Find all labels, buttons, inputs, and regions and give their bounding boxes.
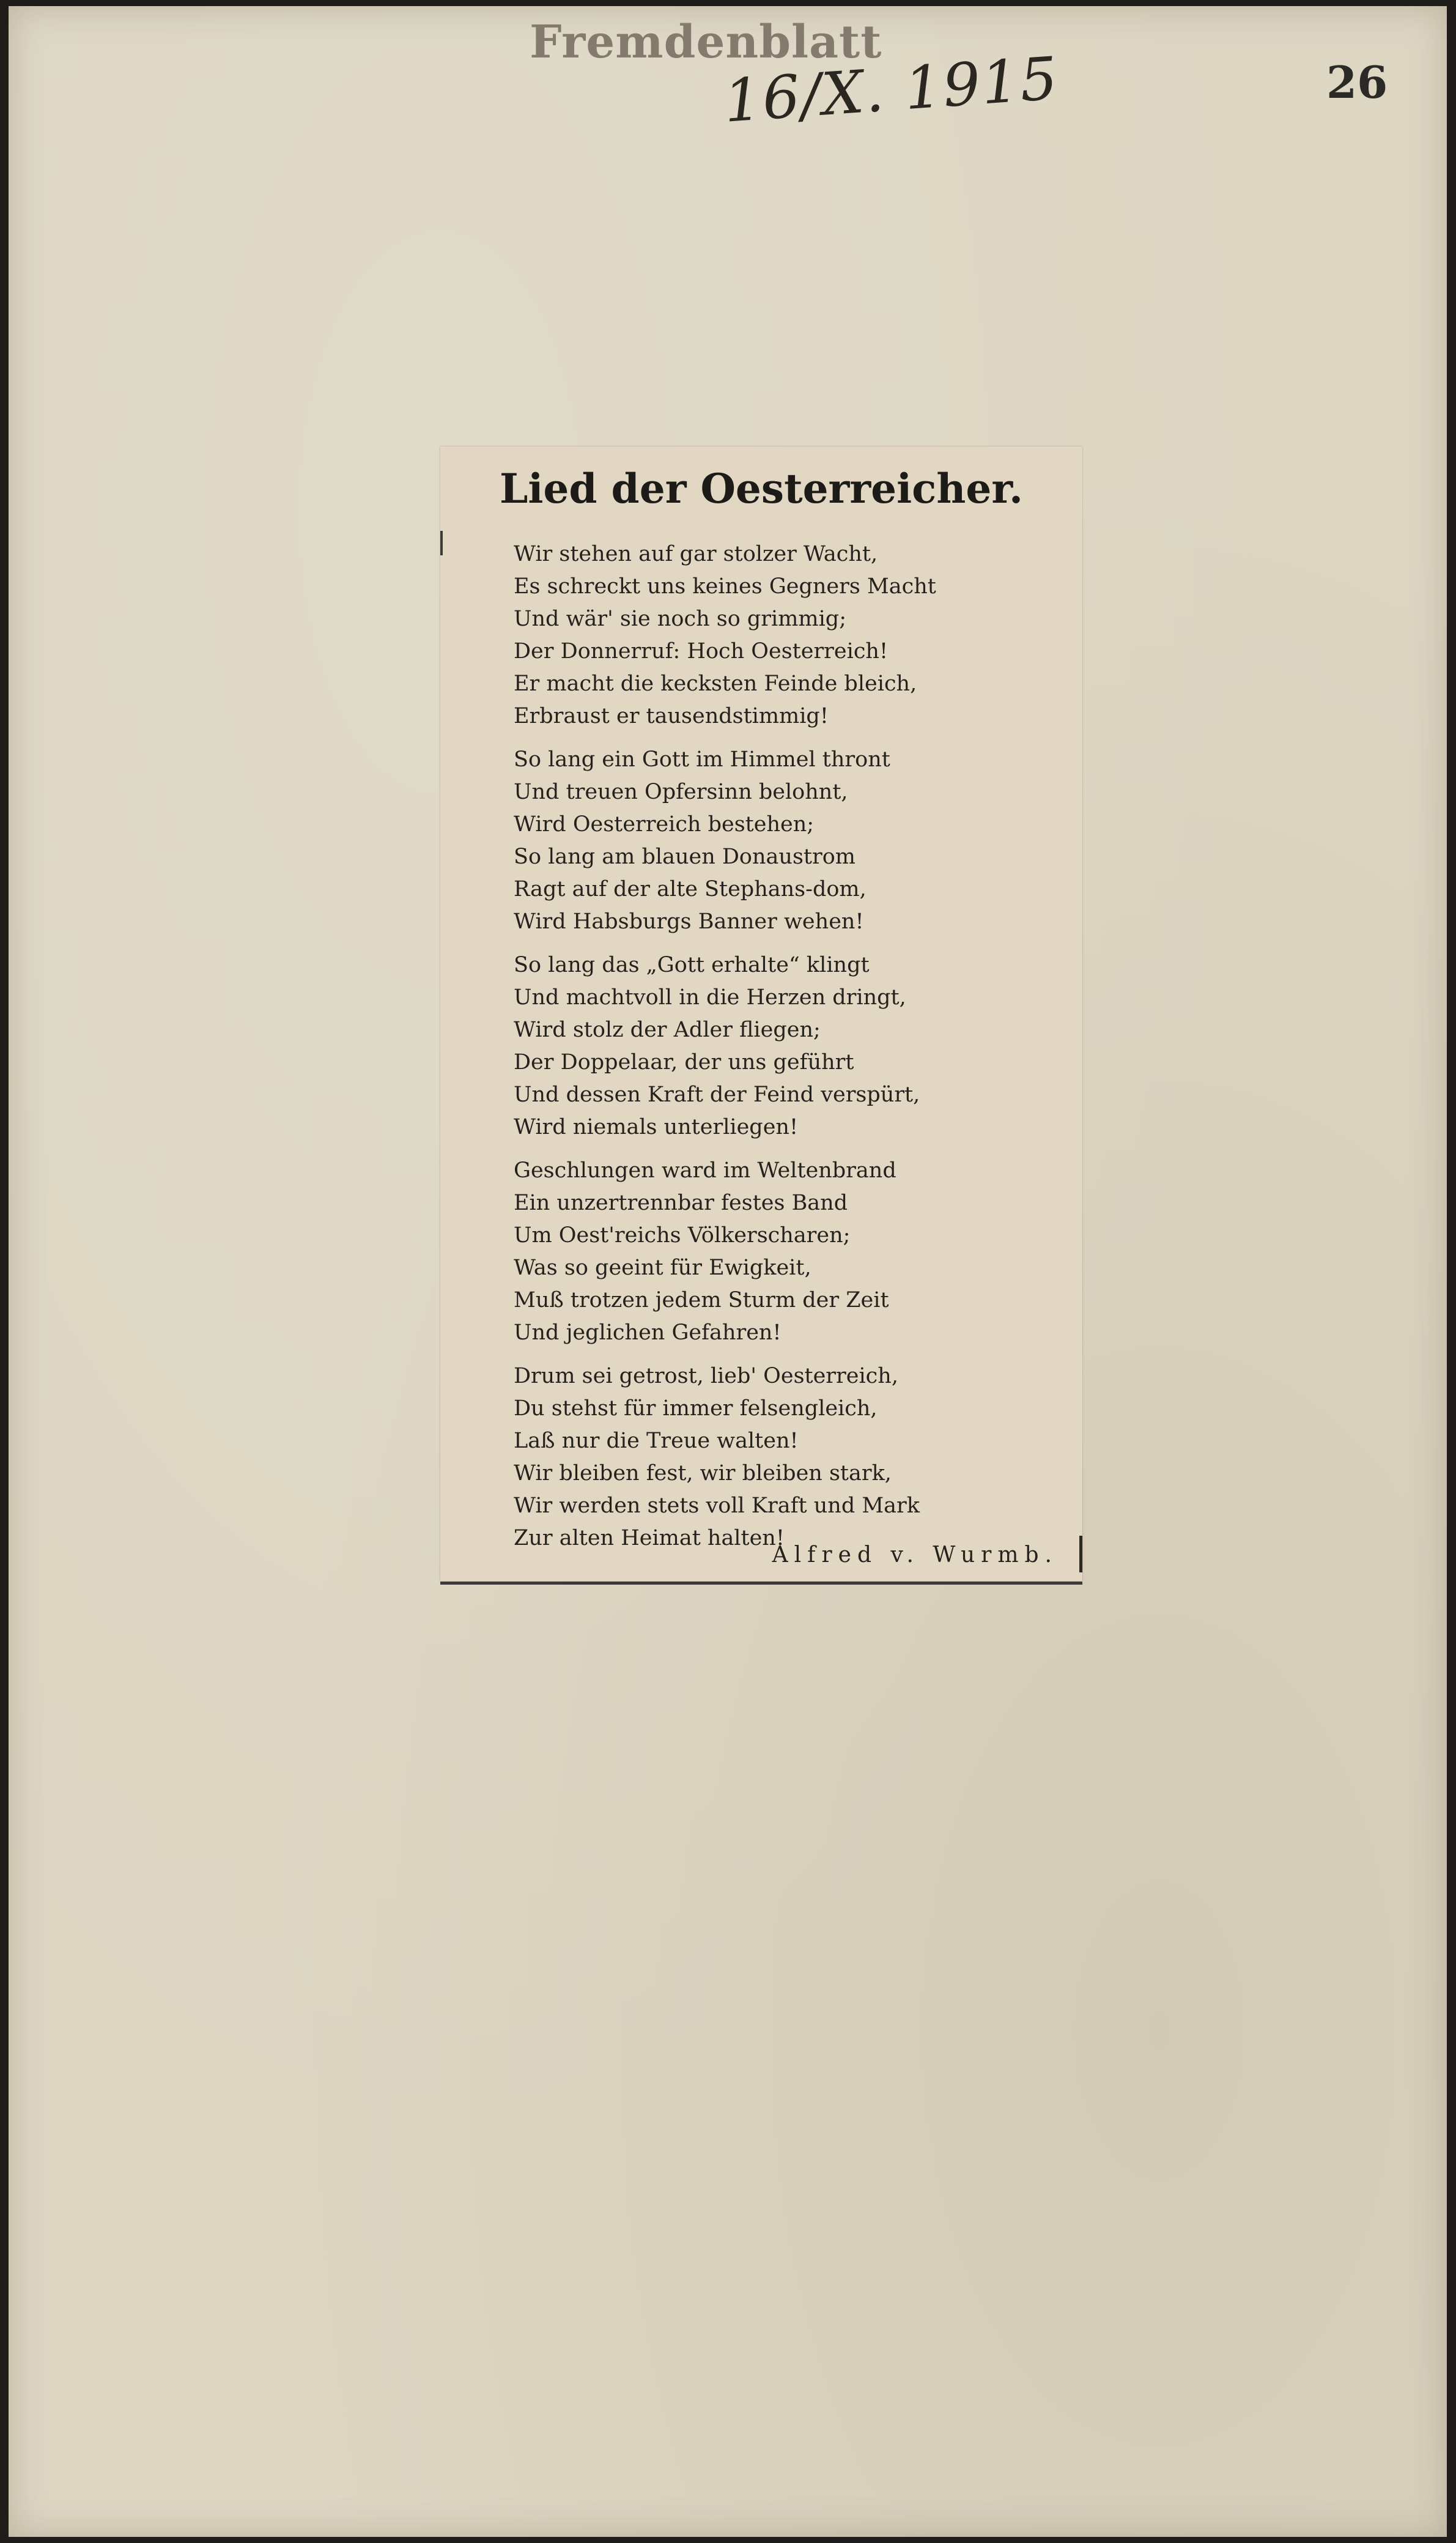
verse-line: Zur alten Heimat halten!: [514, 1526, 785, 1550]
stanza-2: [514, 744, 1064, 938]
verse-line: Geschlungen ward im Weltenbrand: [514, 1158, 896, 1183]
verse-line: Und dessen Kraft der Feind verspürt,: [514, 1083, 920, 1107]
verse-line: Drum sei getrost, lieb' Oesterreich,: [514, 1364, 898, 1388]
clipping-edge-bar: [1079, 1536, 1082, 1572]
verse-line: Und wär' sie noch so grimmig;: [514, 607, 847, 631]
stanza-4: [514, 1155, 1064, 1349]
verse-line: Und treuen Opfersinn belohnt,: [514, 780, 848, 804]
verse-line: Es schreckt uns keines Gegners Macht: [514, 574, 936, 599]
archive-page: [9, 6, 1447, 2537]
verse-line: Wir stehen auf gar stolzer Wacht,: [514, 542, 878, 566]
verse-line: Was so geeint für Ewigkeit,: [514, 1256, 811, 1280]
poem-body: [514, 538, 1064, 1566]
poem-author: Alfred v. Wurmb.: [772, 1542, 1058, 1568]
newspaper-clipping: [440, 446, 1082, 1581]
clipping-bottom-rule: [440, 1582, 1082, 1585]
clipping-edge-mark: [440, 531, 443, 555]
verse-line: Wir bleiben fest, wir bleiben stark,: [514, 1461, 892, 1486]
verse-line: Der Donnerruf: Hoch Oesterreich!: [514, 639, 889, 664]
verse-line: Und machtvoll in die Herzen dringt,: [514, 985, 906, 1010]
verse-line: Wird niemals unterliegen!: [514, 1115, 799, 1139]
verse-line: Ein unzertrennbar festes Band: [514, 1191, 848, 1215]
newspaper-stamp: Fremdenblatt: [530, 16, 882, 68]
verse-line: So lang das „Gott erhalte“ klingt: [514, 953, 870, 977]
stanza-1: [514, 538, 1064, 733]
verse-line: Um Oest'reichs Völkerscharen;: [514, 1223, 851, 1248]
verse-line: Wir werden stets voll Kraft und Mark: [514, 1494, 920, 1518]
verse-line: Wird Habsburgs Banner wehen!: [514, 909, 864, 934]
verse-line: Du stehst für immer felsengleich,: [514, 1396, 878, 1421]
verse-line: Der Doppelaar, der uns geführt: [514, 1050, 854, 1075]
verse-line: Und jeglichen Gefahren!: [514, 1320, 782, 1345]
verse-line: Laß nur die Treue walten!: [514, 1429, 799, 1453]
verse-line: So lang ein Gott im Himmel thront: [514, 747, 890, 772]
verse-line: Wird Oesterreich bestehen;: [514, 812, 815, 837]
verse-line: Muß trotzen jedem Sturm der Zeit: [514, 1288, 889, 1312]
handwritten-date: 16/X. 1915: [722, 43, 1061, 136]
stanza-3: [514, 949, 1064, 1144]
page-number: 26: [1326, 56, 1388, 108]
verse-line: Er macht die kecksten Feinde bleich,: [514, 672, 917, 696]
verse-line: Erbraust er tausendstimmig!: [514, 704, 829, 728]
verse-line: So lang am blauen Donaustrom: [514, 845, 855, 869]
poem-title: Lied der Oesterreicher.: [499, 465, 1024, 513]
verse-line: Wird stolz der Adler fliegen;: [514, 1018, 821, 1042]
verse-line: Ragt auf der alte Stephans-dom,: [514, 877, 867, 901]
stanza-5: [514, 1360, 1064, 1555]
